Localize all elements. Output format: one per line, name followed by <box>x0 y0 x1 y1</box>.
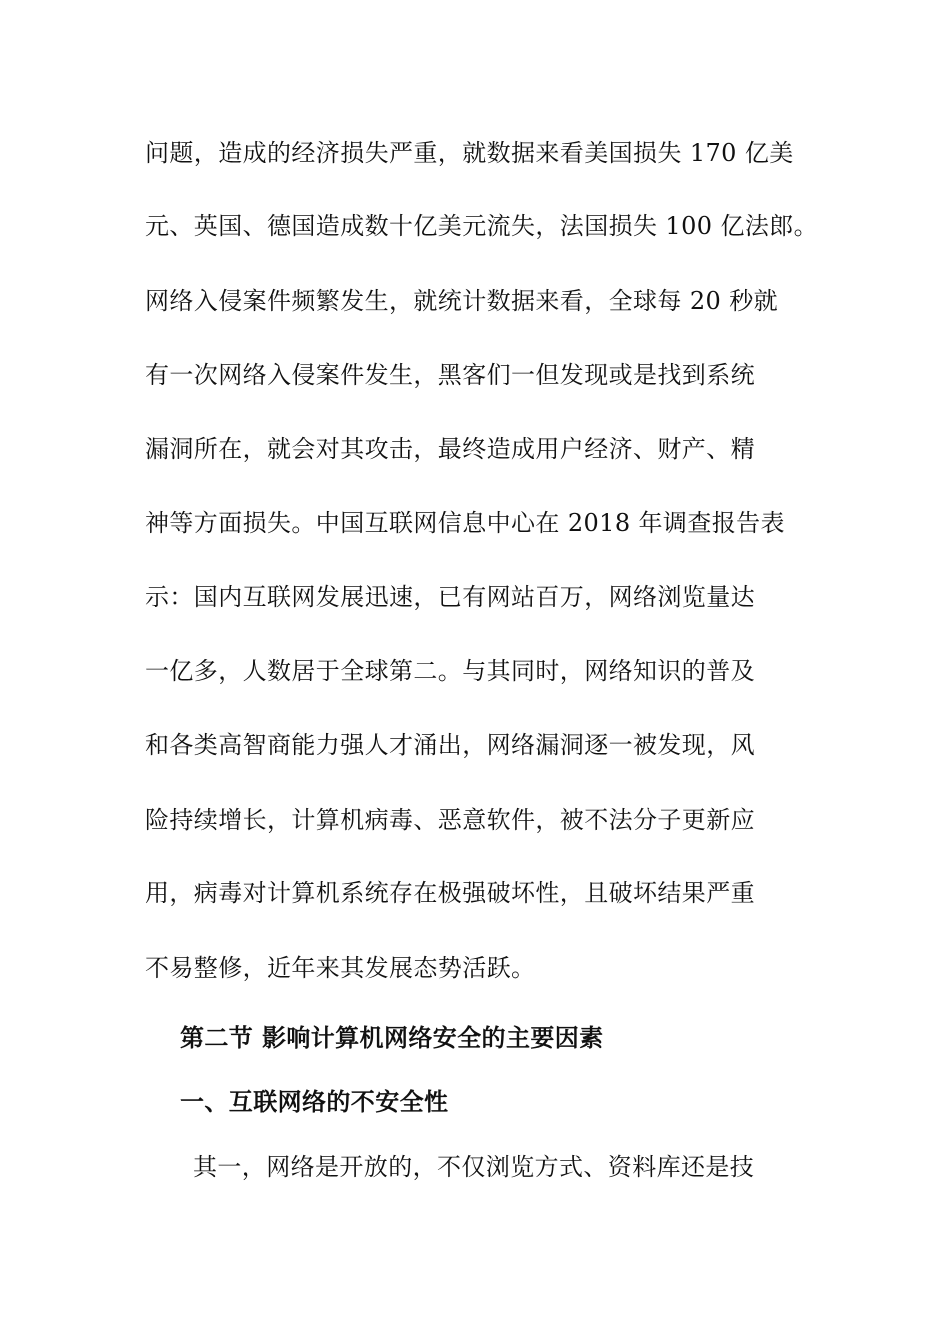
paragraph-line: 险持续增长，计算机病毒、恶意软件，被不法分子更新应 <box>145 806 755 834</box>
subsection-heading: 一、互联网络的不安全性 <box>180 1088 449 1116</box>
paragraph-line: 问题，造成的经济损失严重，就数据来看美国损失 170 亿美 <box>145 139 794 167</box>
paragraph-line: 其一，网络是开放的，不仅浏览方式、资料库还是技 <box>193 1153 755 1181</box>
section-heading: 第二节 影响计算机网络安全的主要因素 <box>180 1024 604 1052</box>
paragraph-line: 神等方面损失。中国互联网信息中心在 2018 年调查报告表 <box>145 509 785 537</box>
paragraph-line: 元、英国、德国造成数十亿美元流失，法国损失 100 亿法郎。 <box>145 212 819 240</box>
paragraph-line: 一亿多，人数居于全球第二。与其同时，网络知识的普及 <box>145 657 755 685</box>
paragraph-line: 和各类高智商能力强人才涌出，网络漏洞逐一被发现，风 <box>145 731 755 759</box>
paragraph-line: 漏洞所在，就会对其攻击，最终造成用户经济、财产、精 <box>145 435 755 463</box>
paragraph-line: 用，病毒对计算机系统存在极强破坏性，且破坏结果严重 <box>145 879 755 907</box>
paragraph-line: 网络入侵案件频繁发生，就统计数据来看，全球每 20 秒就 <box>145 287 778 315</box>
paragraph-line: 示：国内互联网发展迅速，已有网站百万，网络浏览量达 <box>145 583 755 611</box>
paragraph-line: 不易整修，近年来其发展态势活跃。 <box>145 954 536 982</box>
paragraph-line: 有一次网络入侵案件发生，黑客们一但发现或是找到系统 <box>145 361 755 389</box>
